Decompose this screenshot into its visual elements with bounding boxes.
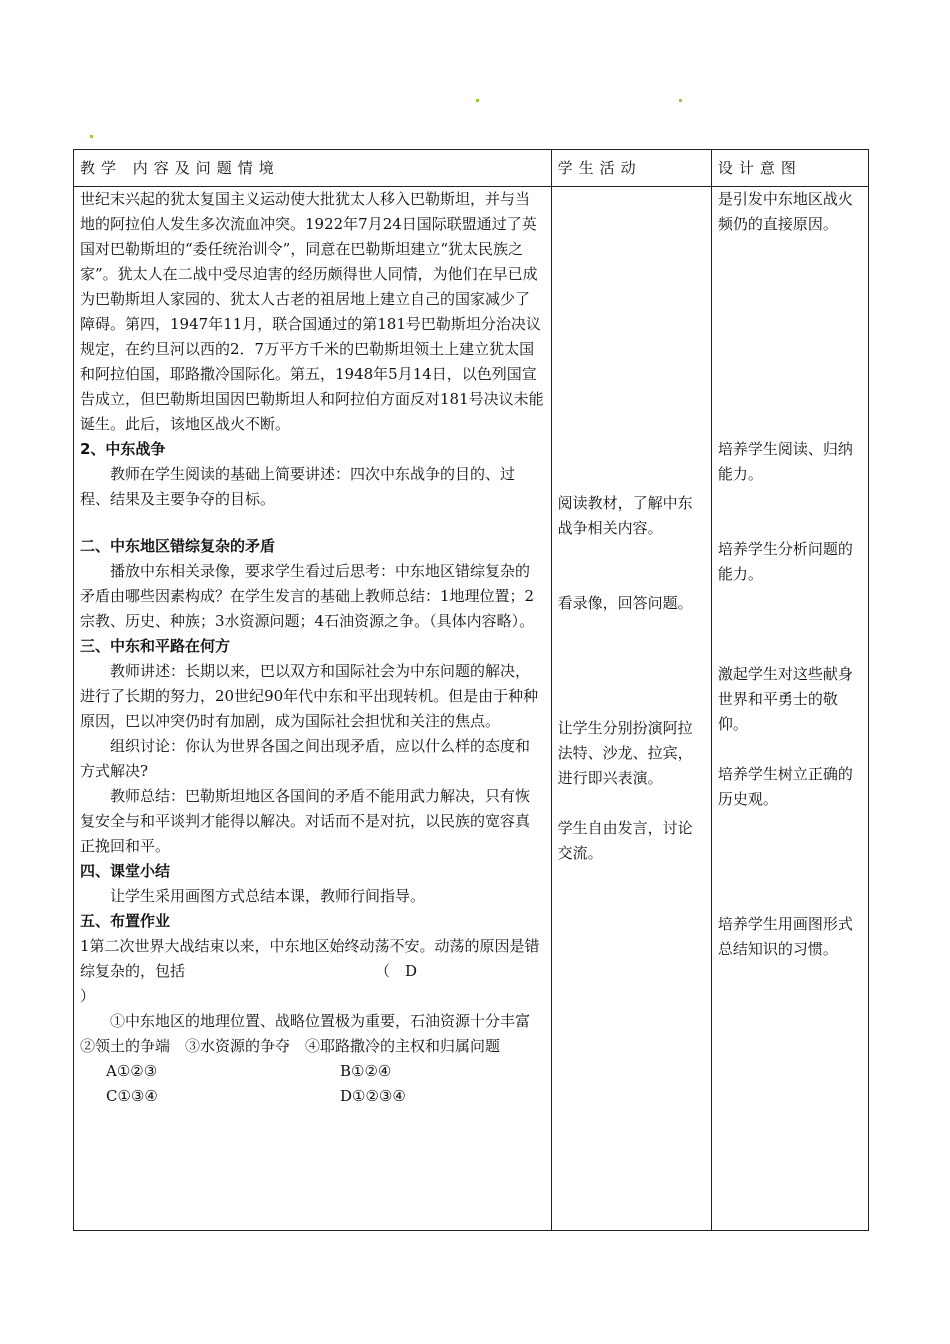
activities-cell (551, 187, 711, 1231)
intent-cell (711, 187, 868, 1231)
content-cell (74, 187, 552, 1231)
option-d: D①②③④ (340, 1087, 406, 1105)
section-text: 教师总结：巴勒斯坦地区各国间的矛盾不能用武力解决，只有恢复安全与和平谈判才能得以解决。对话而不是对抗，以民族的宽容真正挽回和平。 (80, 787, 531, 855)
intent-item: 激起学生对这些献身世界和平勇士的敬仰。 (717, 665, 853, 733)
section-text: 组织讨论：你认为世界各国之间出现矛盾，应以什么样的态度和方式解决? (80, 737, 531, 780)
lesson-plan-table (73, 149, 869, 1231)
activity-item: 阅读教材，了解中东战争相关内容。 (557, 494, 693, 537)
section-text: 让学生采用画图方式总结本课，教师行间指导。 (110, 887, 426, 905)
decor-dot (679, 99, 682, 102)
homework-items: ①中东地区的地理位置、战略位置极为重要，石油资源十分丰富 ②领土的争端 ③水资源的争夺 ④耶路撒冷的主权和归属问题 (80, 1012, 546, 1055)
section-text: 教师在学生阅读的基础上简要讲述：四次中东战争的目的、过程、结果及主要争夺的目标。 (80, 465, 516, 508)
section-text: 教师讲述：长期以来，巴以双方和国际社会为中东问题的解决，进行了长期的努力，20世纪90年代中东和平出现转机。但是由于种种原因，巴以冲突仍时有加剧，成为国际社会担忧和关注的焦点。 (80, 662, 539, 730)
section-title: 2、中东战争 (80, 440, 166, 458)
decor-dot (476, 99, 479, 102)
option-c: C①③④ (106, 1087, 158, 1105)
intent-item: 培养学生分析问题的能力。 (717, 540, 853, 583)
homework-question: 1第二次世界大战结束以来，中东地区始终动荡不安。动荡的原因是错综复杂的，包括 （ D (80, 937, 540, 980)
table-header-row (74, 150, 869, 187)
activity-item: 学生自由发言，讨论交流。 (557, 819, 693, 862)
header-activities: 学生活动 (551, 150, 711, 187)
activity-item: 看录像，回答问题。 (557, 594, 693, 612)
section-title: 四、课堂小结 (80, 862, 171, 880)
intro-paragraph: 世纪末兴起的犹太复国主义运动使大批犹太人移入巴勒斯坦，并与当地的阿拉伯人发生多次流血冲突。1922年7月24日国际联盟通过了英国对巴勒斯坦的“委任统治训令”，同意在巴勒斯坦建立“犹太民族之家”。犹太人在二战中受尽迫害的经历颇得世人同情，为他们在早已成为巴勒斯坦人家园的、犹太人古老的祖居地上建立自己的国家减少了障碍。第四，1947年11月，联合国通过的第181号巴勒斯坦分治决议规定，在约旦河以西的2．7万平方千米的巴勒斯坦领土上建立犹太国和阿拉伯国，耶路撒冷国际化。第五，1948年5月14日，以色列国宣告成立，但巴勒斯坦国因巴勒斯坦人和阿拉伯方面反对181号决议未能诞生。此后，该地区战火不断。 (80, 190, 544, 433)
intent-item: 是引发中东地区战火频仍的直接原因。 (717, 190, 853, 233)
decor-dot (90, 135, 93, 138)
homework-question-close: ） (80, 987, 96, 1005)
section-text: 播放中东相关录像，要求学生看过后思考：中东地区错综复杂的矛盾由哪些因素构成？在学生发言的基础上教师总结：1地理位置；2宗教、历史、种族；3水资源问题；4石油资源之争。（具体内容略）。 (80, 562, 535, 630)
section-title: 二、中东地区错综复杂的矛盾 (80, 537, 276, 555)
intent-item: 培养学生树立正确的历史观。 (717, 765, 853, 808)
header-content: 教学 内容及问题情境 (74, 150, 552, 187)
table-body-row (74, 187, 869, 1231)
section-title: 三、中东和平路在何方 (80, 637, 231, 655)
answer-options-row (80, 1059, 545, 1084)
intent-item: 培养学生阅读、归纳能力。 (717, 440, 853, 483)
option-b: B①②④ (340, 1062, 392, 1080)
activity-item: 让学生分别扮演阿拉法特、沙龙、拉宾，进行即兴表演。 (557, 719, 693, 787)
section-title: 五、布置作业 (80, 912, 171, 930)
option-a: A①②③ (106, 1062, 158, 1080)
answer-options-row (80, 1084, 545, 1109)
intent-item: 培养学生用画图形式总结知识的习惯。 (717, 915, 853, 958)
header-intent: 设计意图 (711, 150, 868, 187)
